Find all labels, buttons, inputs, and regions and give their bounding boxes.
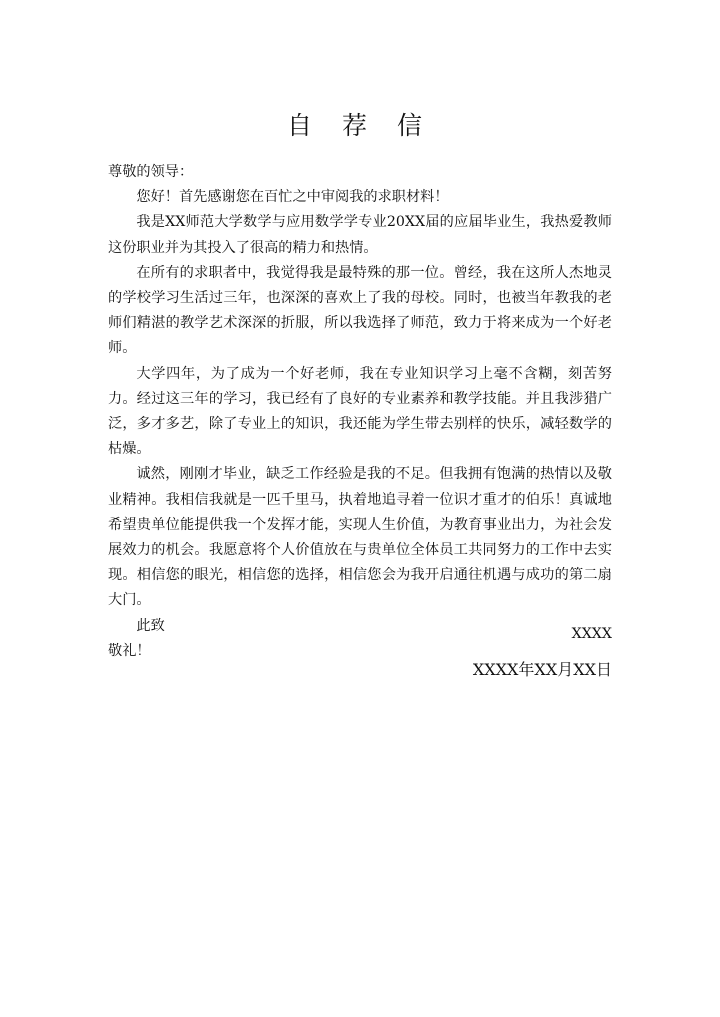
letter-body bbox=[108, 160, 612, 664]
paragraph-university: 大学四年，为了成为一个好老师，我在专业知识学习上毫不含糊，刻苦努力。经过这三年的学习，我已经有了良好的专业素养和教学技能。并且我涉猎广泛，多才多艺，除了专业上的知识，我还能为学生带去别样的快乐，减轻数学的枯燥。 bbox=[108, 365, 612, 458]
salutation: 尊敬的领导： bbox=[108, 164, 194, 180]
paragraph-commitment: 诚然，刚刚才毕业，缺乏工作经验是我的不足。但我拥有饱满的热情以及敬业精神。我相信我就是一匹千里马，执着地追寻着一位识才重才的伯乐！真诚地希望贵单位能提供我一个发挥才能，实现人生价值，为教育事业出力，为社会发展效力的机会。我愿意将个人价值放在与贵单位全体员工共同努力的工作中去实现。相信您的眼光，相信您的选择，相信您会为我开启通往机遇与成功的第二扇大门。 bbox=[108, 466, 612, 609]
closing: 敬礼！ bbox=[108, 642, 151, 659]
paragraph-greeting: 您好！首先感谢您在百忙之中审阅我的求职材料！ bbox=[136, 189, 449, 206]
date-line: XXXX年XX月XX日 bbox=[472, 660, 612, 679]
paragraph-regards: 此致 bbox=[136, 617, 165, 634]
paragraph-introduction: 我是XX师范大学数学与应用数学学专业20XX届的应届毕业生，我热爱教师这份职业并为其投入了很高的精力和热情。 bbox=[108, 214, 612, 256]
paragraph-background: 在所有的求职者中，我觉得我是最特殊的那一位。曾经，我在这所人杰地灵的学校学习生活过三年，也深深的喜欢上了我的母校。同时，也被当年教我的老师们精湛的教学艺术深深的折服，所以我选择了师范，致力于将来成为一个好老师。 bbox=[108, 264, 612, 357]
document-title: 自 荐 信 bbox=[287, 111, 433, 140]
signature: XXXX bbox=[571, 626, 612, 642]
